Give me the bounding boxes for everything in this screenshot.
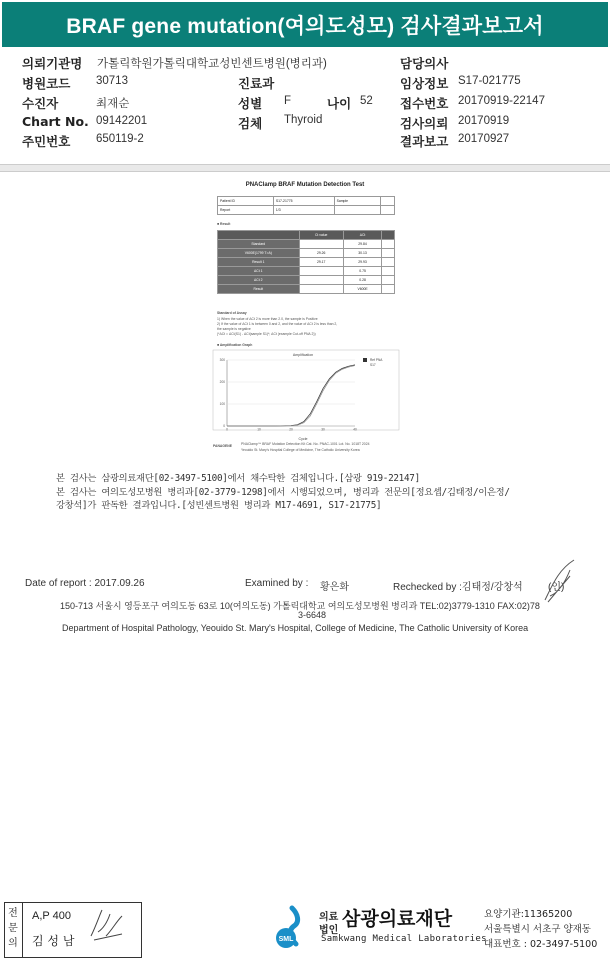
seal-mark: (인) — [548, 582, 565, 593]
date-of-report: Date of report : 2017.09.26 — [25, 578, 145, 589]
request-value: 20170919 — [458, 115, 510, 127]
report-note-line: 강창석]가 판독한 결과입니다.[성빈센트병원 병리과 M17-4691, S17-21775] — [56, 500, 382, 511]
x-tick-label: 40 — [353, 427, 357, 432]
legend-swatch — [363, 358, 367, 362]
resident-value: 650119-2 — [96, 133, 144, 145]
age-value: 52 — [360, 95, 373, 107]
patient-label: 수진자 — [22, 96, 59, 111]
lab-english-name: Samkwang Medical Laboratories — [321, 934, 487, 944]
amplification-chart — [205, 348, 405, 448]
lab-name: 삼광의료재단 — [342, 908, 453, 930]
report-title: BRAF gene mutation(여의도성모) 검사결과보고서 — [2, 2, 608, 47]
signature-icon — [88, 906, 128, 946]
interp-label: Standard of Assay — [217, 311, 247, 315]
chart-title: Amplification — [292, 353, 314, 357]
sml-logo-icon — [270, 904, 314, 950]
table-cell: 29.84 — [343, 240, 381, 249]
lab-corp-label: 법인 — [319, 925, 339, 936]
interp-line: (*ΔCt = ΔCt(S1) - ΔCt(sample S1)*; ΔCt (example Cut-off PNA 2)) — [217, 332, 316, 336]
signature-icon — [540, 556, 580, 606]
rechecked-label: Rechecked by :김태정/강창석 — [393, 582, 523, 593]
report-date-value: 20170927 — [458, 133, 510, 145]
table-cell — [382, 258, 395, 267]
sheet-title: PNAClamp BRAF Mutation Detection Test — [245, 182, 365, 188]
interp-line: the sample is negative — [217, 327, 251, 331]
sheet-footer-line: PNAClamp™ BRAF Mutation Detection Kit Cat. No. PNAC-1001 Lot. No. 1018T 2024 — [241, 442, 370, 446]
table-cell: S17-21775 — [273, 197, 334, 206]
sheet-footer-line: Yeouido St. Mary's Hospital College of Medicine, The Catholic University Korea — [241, 448, 360, 452]
legend-entry: S17 — [370, 363, 376, 367]
lab-phone: 대표번호 : 02-3497-5100 — [484, 939, 598, 950]
table-cell — [382, 267, 395, 276]
table-cell: 0.28 — [343, 276, 381, 285]
x-tick-label: 30 — [321, 427, 325, 432]
chart-label: Chart No. — [22, 114, 89, 129]
table-cell: ΔCt 2 — [218, 276, 300, 285]
department-line: Department of Hospital Pathology, Yeouido St. Mary's Hospital, College of Medicine, The Catholic University of Korea — [62, 623, 529, 633]
lab-code: 요양기관:11365200 — [484, 909, 573, 920]
table-header: ΔCt — [343, 231, 381, 240]
table-cell — [380, 197, 394, 206]
x-tick-label: 0 — [226, 427, 228, 432]
lab-address: 서울특별시 서초구 양재동 — [484, 924, 591, 935]
clinical-info-value: S17-021775 — [458, 75, 521, 87]
report-date-label: 결과보고 — [400, 134, 449, 149]
stamp-name: 김 성 남 — [32, 934, 75, 948]
table-cell: V600E — [343, 285, 381, 294]
receipt-no-value: 20170919-22147 — [458, 95, 545, 107]
sex-value: F — [284, 95, 292, 107]
table-header — [382, 231, 395, 240]
report-note-line: 본 검사는 여의도성모병원 병리과[02-3779-1298]에서 시행되었으며, 병리과 전문의[정요셉/김태정/이은정/ — [56, 487, 510, 498]
x-axis-label: Cycle — [298, 437, 308, 441]
table-cell: ΔCt 1 — [218, 267, 300, 276]
panagene-logo: PANAGENE — [213, 444, 232, 448]
chart-frame — [213, 350, 399, 430]
table-cell: 30.13 — [343, 249, 381, 258]
institution-value: 가톨릭학원가톨릭대학교성빈센트병원(병리과) — [97, 58, 327, 70]
y-tick-label: 100 — [219, 402, 225, 407]
chart-value: 09142201 — [96, 115, 148, 127]
specimen-label: 검체 — [238, 116, 263, 131]
logo-text: SML — [278, 936, 294, 943]
interp-line: 2) If the value of ΔCt 1 is between 0 and 2, and the value of ΔCt 2 is less than 2, — [217, 322, 338, 326]
pnaclamp-sheet — [205, 180, 405, 455]
table-cell: 29.17 — [299, 258, 343, 267]
hospital-code-value: 30713 — [96, 75, 128, 87]
report-note-line: 본 검사는 삼광의료재단[02-3497-5100]에서 채수탁한 검체입니다.[삼광 919-22147] — [56, 473, 420, 484]
interp-line: 1) When the value of ΔCt 2 is more than 2.0, the sample is Positive — [217, 317, 318, 321]
table-cell — [380, 206, 394, 215]
table-cell: Result — [218, 285, 300, 294]
y-tick-label: 0 — [223, 424, 225, 429]
table-cell: Standard — [218, 240, 300, 249]
table-cell — [382, 249, 395, 258]
x-tick-label: 20 — [289, 427, 293, 432]
attending-label: 담당의사 — [400, 56, 449, 71]
table-header: Ct value — [299, 231, 343, 240]
result-label: ■ Result — [217, 222, 231, 226]
address-line: 3-6648 — [298, 610, 327, 620]
table-cell — [334, 206, 380, 215]
request-label: 검사의뢰 — [400, 116, 449, 131]
clinical-info-label: 임상정보 — [400, 76, 449, 91]
resident-label: 주민번호 — [22, 134, 71, 149]
sample-info-table — [217, 196, 395, 215]
receipt-no-label: 접수번호 — [400, 96, 449, 111]
table-cell: V600E(1799 T>A) — [218, 249, 300, 258]
table-cell: 1/3 — [273, 206, 334, 215]
examined-value: 황은화 — [320, 582, 349, 593]
table-cell — [299, 276, 343, 285]
table-cell: Sample — [334, 197, 380, 206]
table-cell — [382, 240, 395, 249]
divider — [0, 164, 610, 172]
graph-label: ■ Amplification Graph — [217, 343, 253, 347]
table-cell — [299, 240, 343, 249]
sex-label: 성별 — [238, 96, 263, 111]
table-cell — [382, 285, 395, 294]
y-tick-label: 200 — [219, 380, 225, 385]
address-line: 150-713 서울시 영등포구 여의도동 63로 10(여의도동) 가톨릭대학교 여의도성모병원 병리과 TEL:02)3779-1310 FAX:02)78 — [60, 601, 540, 611]
specimen-value: Thyroid — [284, 114, 323, 126]
table-cell: Report — [218, 206, 274, 215]
patient-value: 최재순 — [96, 98, 130, 110]
stamp-vertical-label: 전문의 — [8, 908, 18, 949]
stamp-divider — [22, 902, 23, 958]
table-cell — [299, 285, 343, 294]
legend-entry: Ref PNA — [370, 358, 383, 362]
department-label: 진료과 — [238, 76, 275, 91]
lab-corp-label: 의료 — [319, 912, 339, 923]
institution-label: 의뢰기관명 — [22, 56, 83, 71]
table-cell: Patient ID — [218, 197, 274, 206]
age-label: 나이 — [327, 96, 352, 111]
table-cell: 29.93 — [343, 258, 381, 267]
examined-label: Examined by : — [245, 578, 309, 589]
table-header — [218, 231, 300, 240]
hospital-code-label: 병원코드 — [22, 76, 71, 91]
table-cell: 29.26 — [299, 249, 343, 258]
table-cell: Result 1 — [218, 258, 300, 267]
table-cell — [382, 276, 395, 285]
stamp-code: A,P 400 — [32, 910, 71, 922]
x-tick-label: 10 — [257, 427, 261, 432]
y-tick-label: 300 — [219, 358, 225, 363]
table-cell: 0.75 — [343, 267, 381, 276]
table-cell — [299, 267, 343, 276]
result-table — [217, 230, 395, 294]
